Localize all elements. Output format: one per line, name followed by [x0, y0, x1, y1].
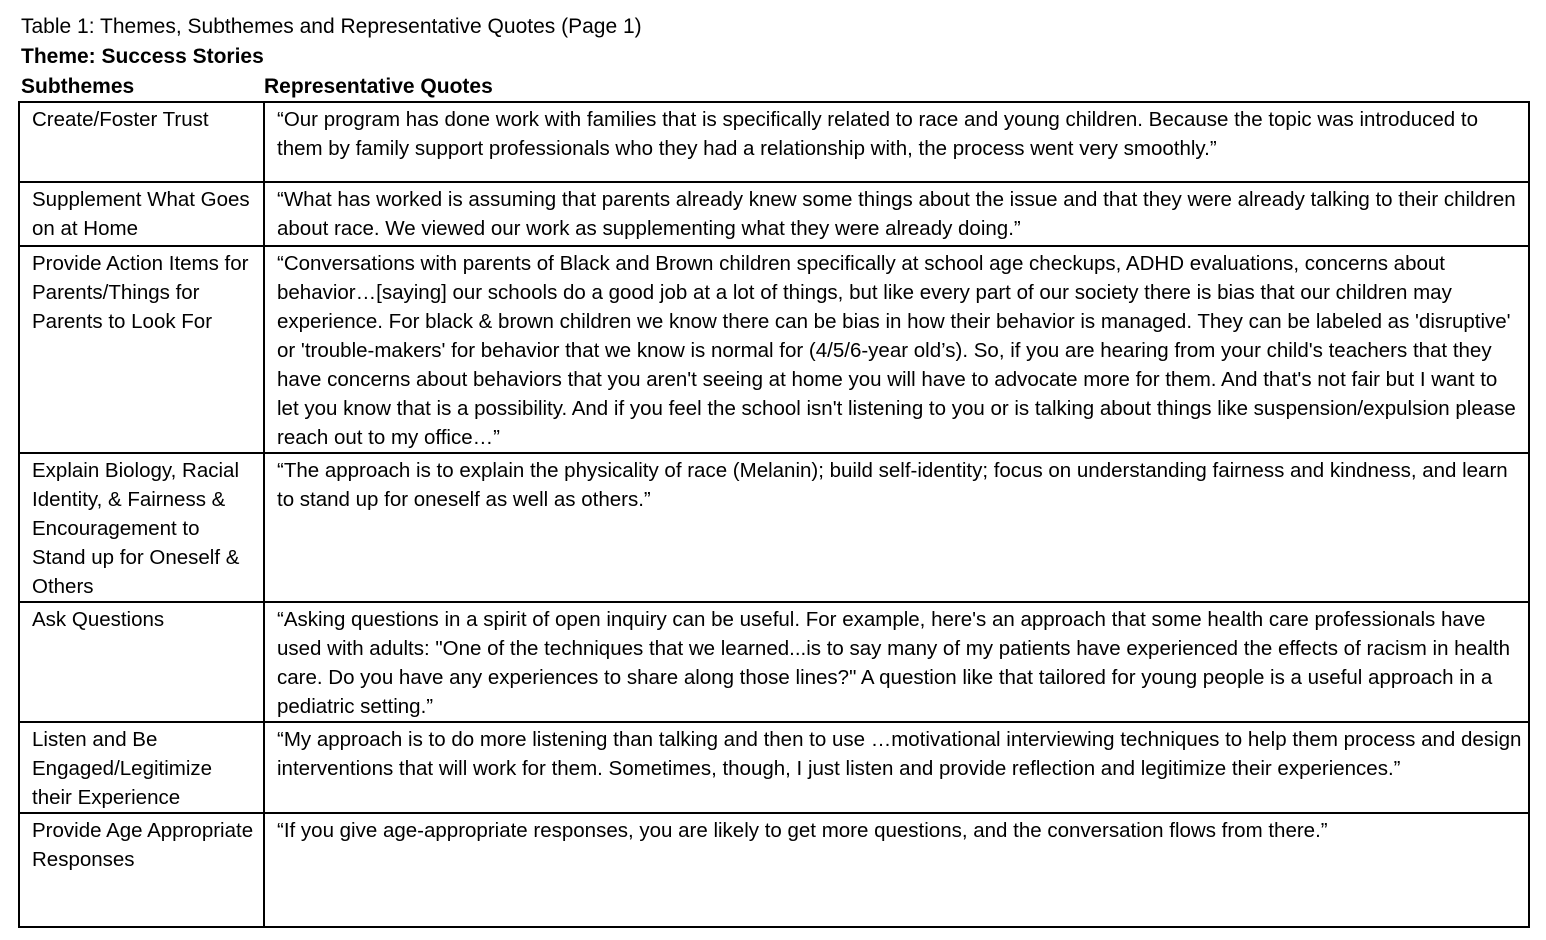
quote-cell [264, 182, 1529, 246]
table-row [19, 813, 1529, 927]
subtheme-cell [19, 722, 264, 813]
quote-cell [264, 453, 1529, 602]
quote-cell [264, 602, 1529, 722]
subtheme-cell [19, 453, 264, 602]
column-header-subthemes: Subthemes [21, 75, 135, 98]
quote-text: “My approach is to do more listening than talking and then to use …motivational interviewing techniques to help them process and design interventions that will work for them. Sometimes, though, I just listen and provide reflection and legitimize their experiences.” [277, 728, 1522, 780]
subtheme-text: Listen and Be Engaged/Legitimize their Experience [32, 728, 213, 809]
theme-heading: Theme: Success Stories [21, 45, 264, 68]
quote-text: “If you give age-appropriate responses, you are likely to get more questions, and the conversation flows from there.” [277, 819, 1328, 842]
quote-text: “Asking questions in a spirit of open inquiry can be useful. For example, here's an approach that some health care professionals have used with adults: "One of the techniques that we learned...is to say many of my patients have experienced the effects of racism in health care. Do you have any experiences to share along those lines?" A question like that tailored for young people is a useful approach in a pediatric setting.” [277, 608, 1511, 718]
quote-text: “Conversations with parents of Black and Brown children specifically at school age checkups, ADHD evaluations, concerns about behavior…[saying] our schools do a good job at a lot of things, but like every part of our society there is bias that our children may experience. For black & brown children we know there can be bias in how their behavior is managed. They can be labeled as 'disruptive' or 'trouble-makers' for behavior that we know is normal for (4/5/6-year old’s). So, if you are hearing from your child's teachers that they have concerns about behaviors that you aren't seeing at home you will have to advocate more for them. And that's not fair but I want to let you know that is a possibility. And if you feel the school isn't listening to you or is talking about things like suspension/expulsion please reach out to my office…” [277, 252, 1516, 449]
subtheme-text: Ask Questions [32, 608, 165, 631]
themes-table [18, 101, 1530, 928]
subtheme-text: Provide Action Items for Parents/Things for Parents to Look For [32, 252, 249, 333]
table-row [19, 246, 1529, 453]
quote-text: “Our program has done work with families that is specifically related to race and young children. Because the topic was introduced to them by family support professionals who they had a relationship with, the process went very smoothly.” [277, 108, 1479, 160]
table-row [19, 182, 1529, 246]
subtheme-cell [19, 246, 264, 453]
column-header-quotes: Representative Quotes [264, 75, 493, 98]
table-caption: Table 1: Themes, Subthemes and Representative Quotes (Page 1) [21, 15, 642, 38]
subtheme-text: Provide Age Appropriate Responses [32, 819, 254, 871]
subtheme-text: Supplement What Goes on at Home [32, 188, 250, 240]
subtheme-text: Create/Foster Trust [32, 108, 209, 131]
table-row [19, 102, 1529, 182]
subtheme-cell [19, 602, 264, 722]
table-row [19, 453, 1529, 602]
quote-cell [264, 102, 1529, 182]
quote-text: “What has worked is assuming that parents already knew some things about the issue and that they were already talking to their children about race. We viewed our work as supplementing what they were already doing.” [277, 188, 1516, 240]
table-row [19, 722, 1529, 813]
subtheme-text: Explain Biology, Racial Identity, & Fairness & Encouragement to Stand up for Oneself & Others [32, 459, 240, 598]
subtheme-cell [19, 813, 264, 927]
quote-cell [264, 246, 1529, 453]
table-row [19, 602, 1529, 722]
quote-cell [264, 722, 1529, 813]
subtheme-cell [19, 182, 264, 246]
quote-text: “The approach is to explain the physicality of race (Melanin); build self-identity; focus on understanding fairness and kindness, and learn to stand up for oneself as well as others.” [277, 459, 1508, 511]
quote-cell [264, 813, 1529, 927]
subtheme-cell [19, 102, 264, 182]
